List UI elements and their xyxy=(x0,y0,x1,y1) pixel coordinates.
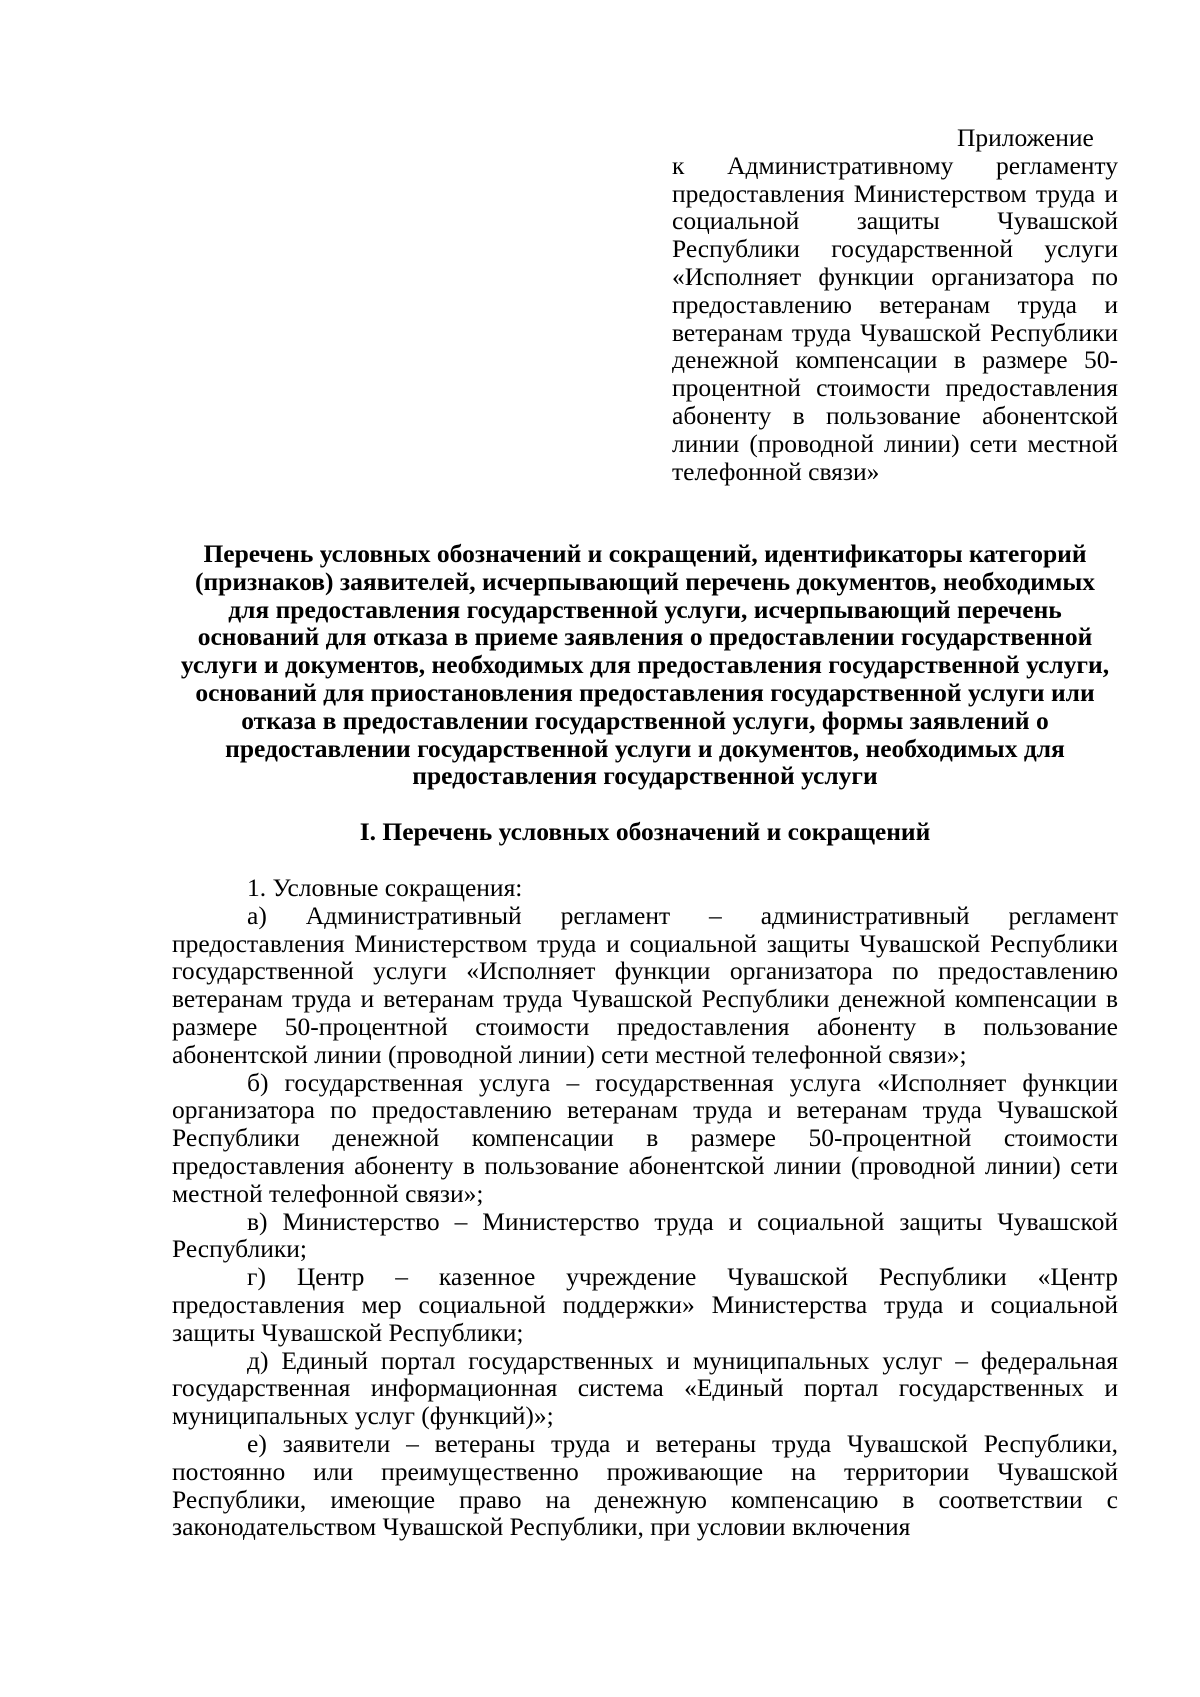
paragraph-v: в) Министерство – Министерство труда и социальной защиты Чувашской Республики; xyxy=(172,1206,1118,1264)
appendix-text: к Административному регламенту предоставления Министерством труда и социальной защиты Чувашской Республики государственной услуги «Исполняет функции организатора по предоставлению ветеранам труда и ветеранам труда Чувашской Республики денежной компенсации в размере 50-процентной стоимости предоставления абоненту в пользование абонентской линии (проводной линии) сети местной телефонной связи» xyxy=(672,150,1118,486)
paragraph-a: а) Административный регламент – административный регламент предоставления Министерством труда и социальной защиты Чувашской Республики государственной услуги «Исполняет функции организатора по предоставлению ветеранам труда и ветеранам труда Чувашской Республики денежной компенсации в размере 50-процентной стоимости предоставления абоненту в пользование абонентской линии (проводной линии) сети местной телефонной связи»; xyxy=(172,900,1118,1069)
paragraph-e: е) заявители – ветераны труда и ветераны труда Чувашской Республики, постоянно или преимущественно проживающие на территории Чувашской Республики, имеющие право на денежную компенсацию в соответствии с законодательством Чувашской Республики, при условии включения xyxy=(172,1428,1118,1542)
document-title: Перечень условных обозначений и сокращений, идентификаторы категорий (признаков) заявителей, исчерпывающий перечень документов, необходимых для предоставления государственной услуги, исчерпывающий перечень оснований для отказа в приеме заявления о предоставлении государственной услуги и документов, необходимых для предоставления государственной услуги, оснований для приостановления предоставления государственной услуги или отказа в предоставлении государственной услуги, формы заявлений о предоставлении государственной услуги и документов, необходимых для предоставления государственной услуги xyxy=(180,539,1110,791)
section-heading: I. Перечень условных обозначений и сокращений xyxy=(359,817,931,846)
paragraph-intro: 1. Условные сокращения: xyxy=(247,873,523,902)
paragraph-b: б) государственная услуга – государственная услуга «Исполняет функции организатора по предоставлению ветеранам труда и ветеранам труда Чувашской Республики денежной компенсации в размере 50-процентной стоимости предоставления абоненту в пользование абонентской линии (проводной линии) сети местной телефонной связи»; xyxy=(172,1067,1118,1208)
appendix-note xyxy=(672,124,1118,485)
section-body xyxy=(172,874,1118,1541)
appendix-title: Приложение xyxy=(957,123,1094,152)
paragraph-d: д) Единый портал государственных и муниципальных услуг – федеральная государственная информационная система «Единый портал государственных и муниципальных услуг (функций)»; xyxy=(172,1345,1118,1431)
paragraph-g: г) Центр – казенное учреждение Чувашской Республики «Центр предоставления мер социальной поддержки» Министерства труда и социальной защиты Чувашской Республики; xyxy=(172,1262,1118,1347)
